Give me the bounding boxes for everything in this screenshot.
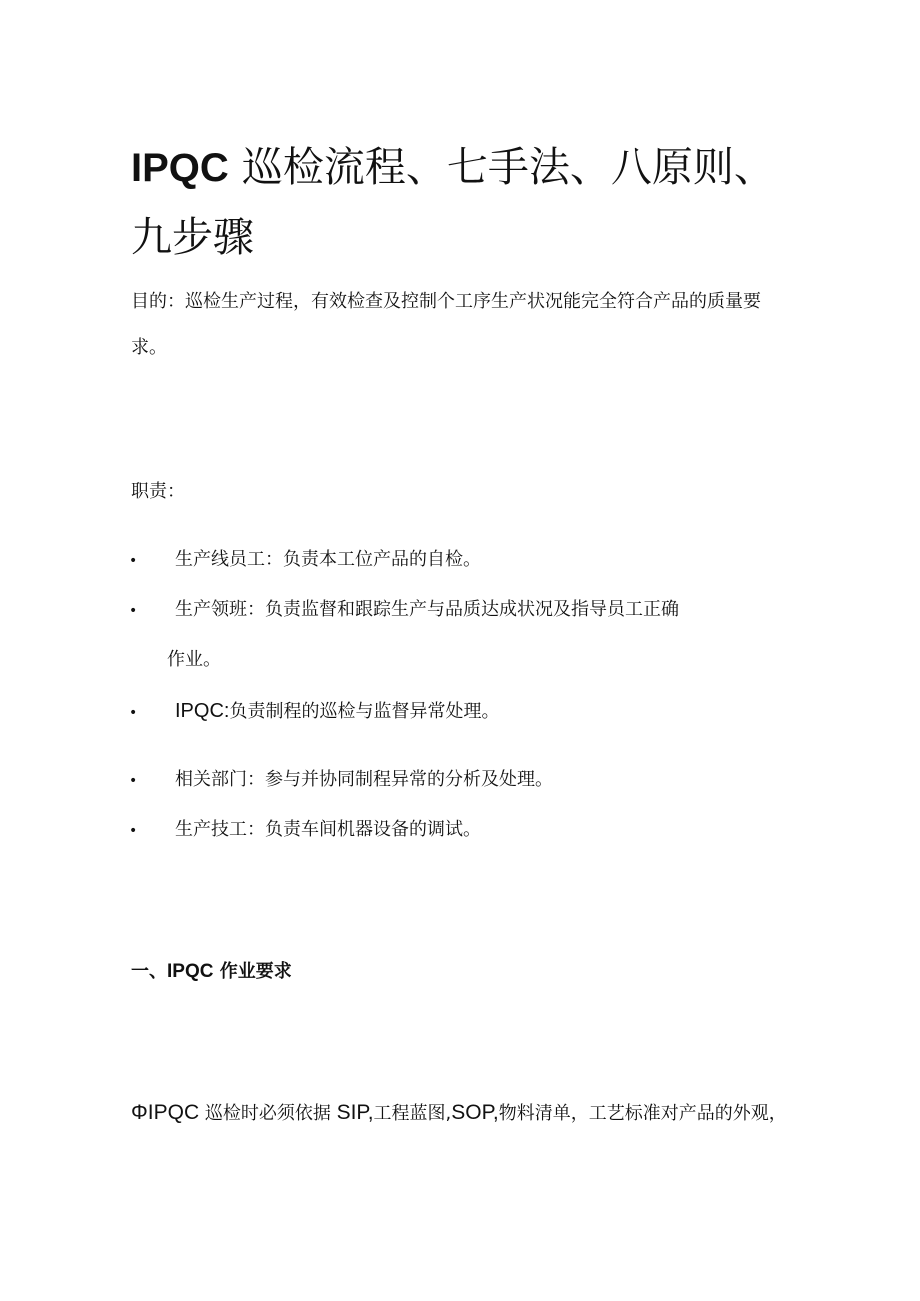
bullet-icon: • xyxy=(129,603,138,619)
circled-number-symbol: Φ xyxy=(131,1101,148,1124)
section-1-ipqc: IPQC xyxy=(167,961,214,982)
body-text-1: 巡检时必须依据 xyxy=(199,1103,337,1124)
bullet-icon: • xyxy=(129,705,138,721)
section-1-number: 一、 xyxy=(131,961,167,982)
duty-item-production-staff: 生产线员工：负责本工位产品的自检。 xyxy=(175,549,481,570)
bullet-icon: • xyxy=(129,553,138,569)
duty-item-technicians: 生产技工：负责车间机器设备的调试。 xyxy=(175,819,481,840)
section-1-heading xyxy=(131,958,292,986)
body-sop: SOP, xyxy=(451,1101,499,1124)
purpose-line-2: 求。 xyxy=(131,337,167,358)
duty-item-production-leader-continuation: 作业。 xyxy=(167,649,221,670)
bullet-icon: • xyxy=(129,773,138,789)
body-text-2: 工程蓝图, xyxy=(373,1103,452,1124)
duty-item-ipqc xyxy=(175,698,499,725)
body-sip: SIP, xyxy=(336,1101,374,1124)
bullet-icon: • xyxy=(129,823,138,839)
duty-item-related-departments: 相关部门：参与并协同制程异常的分析及处理。 xyxy=(175,769,553,790)
duties-label: 职责： xyxy=(131,481,185,502)
title-ipqc-prefix: IPQC xyxy=(131,146,229,190)
document-title-line-2: 九步骤 xyxy=(131,213,254,261)
body-ipqc: IPQC xyxy=(147,1101,200,1124)
section-1-title-text: 作业要求 xyxy=(213,961,292,982)
purpose-line-1: 目的：巡检生产过程，有效检查及控制个工序生产状况能完全符合产品的质量要 xyxy=(131,291,761,312)
duty-item-production-leader: 生产领班：负责监督和跟踪生产与品质达成状况及指导员工正确 xyxy=(175,599,679,620)
section-1-body-line xyxy=(131,1098,787,1129)
body-text-3: 物料清单，工艺标准对产品的外观， xyxy=(498,1103,787,1124)
duty-item-ipqc-text: 负责制程的巡检与监督异常处理。 xyxy=(229,701,500,722)
document-title-line-1 xyxy=(131,132,791,203)
duty-item-ipqc-prefix: IPQC: xyxy=(175,700,230,722)
title-line-1-text: 巡检流程、七手法、八原则、 xyxy=(228,143,775,191)
